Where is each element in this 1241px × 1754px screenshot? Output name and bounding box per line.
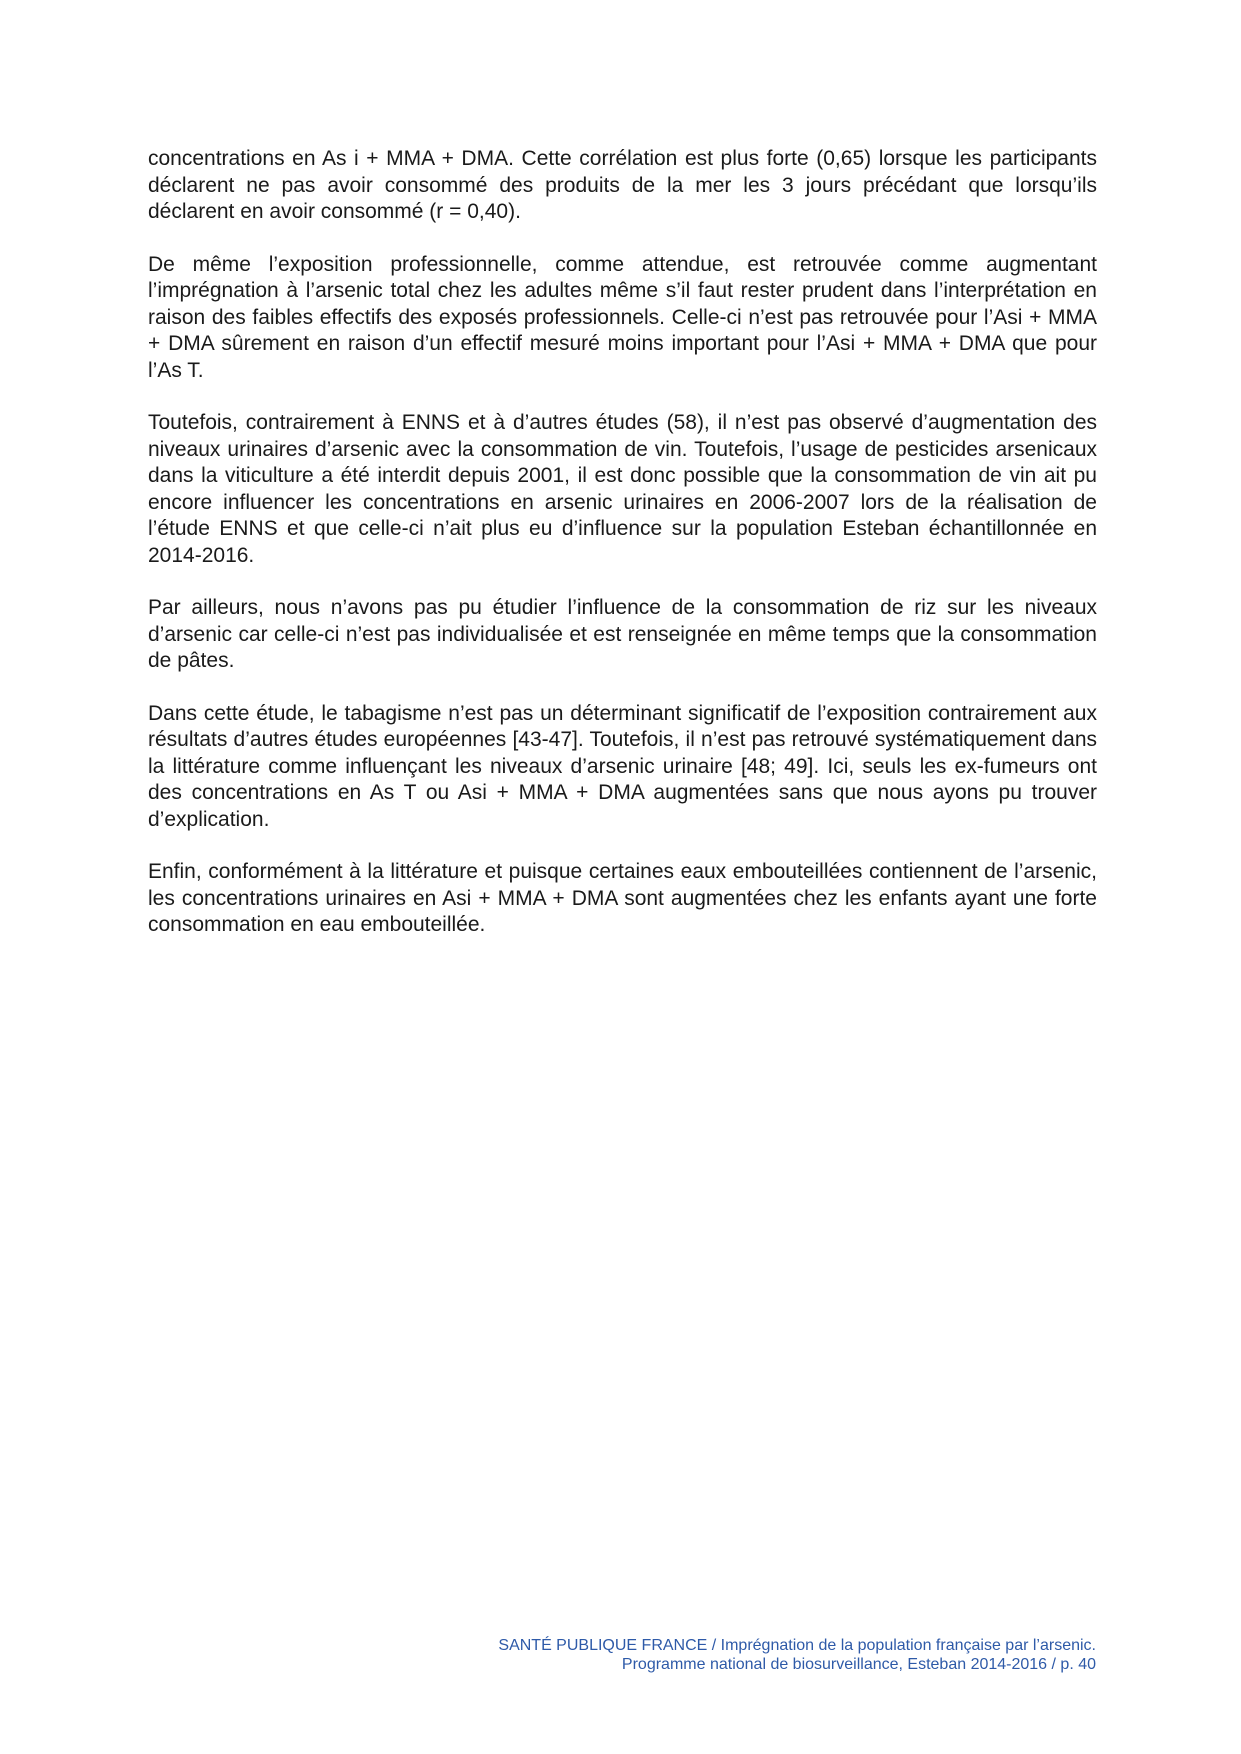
page-footer <box>296 1636 1096 1674</box>
paragraph-1: concentrations en As i + MMA + DMA. Cette corrélation est plus forte (0,65) lorsque les participants déclarent ne pas avoir consommé des produits de la mer les 3 jours précédant que lorsqu’ils déclarent en avoir consommé (r = 0,40). <box>148 147 1097 223</box>
footer-program-page-line: Programme national de biosurveillance, Esteban 2014-2016 / p. 40 <box>621 1656 1096 1673</box>
paragraph-2: De même l’exposition professionnelle, comme attendue, est retrouvée comme augmentant l’imprégnation à l’arsenic total chez les adultes même s’il faut rester prudent dans l’interprétation en raison des faibles effectifs des exposés professionnels. Celle-ci n’est pas retrouvée pour l’Asi + MMA + DMA sûrement en raison d’un effectif mesuré moins important pour l’Asi + MMA + DMA que pour l’As T. <box>148 252 1097 382</box>
paragraph-4: Par ailleurs, nous n’avons pas pu étudier l’influence de la consommation de riz sur les niveaux d’arsenic car celle-ci n’est pas individualisée et est renseignée en même temps que la consommation de pâtes. <box>148 596 1097 672</box>
footer-publication-line: SANTÉ PUBLIQUE FRANCE / Imprégnation de la population française par l’arsenic. <box>498 1637 1096 1654</box>
paragraph-6: Enfin, conformément à la littérature et puisque certaines eaux embouteillées contiennent de l’arsenic, les concentrations urinaires en Asi + MMA + DMA sont augmentées chez les enfants ayant une forte consommation en eau embouteillée. <box>148 860 1097 936</box>
paragraph-3: Toutefois, contrairement à ENNS et à d’autres études (58), il n’est pas observé d’augmentation des niveaux urinaires d’arsenic avec la consommation de vin. Toutefois, l’usage de pesticides arsenicaux dans la viticulture a été interdit depuis 2001, il est donc possible que la consommation de vin ait pu encore influencer les concentrations en arsenic urinaires en 2006-2007 lors de la réalisation de l’étude ENNS et que celle-ci n’ait plus eu d’influence sur la population Esteban échantillonnée en 2014-2016. <box>148 411 1097 567</box>
body-text <box>148 146 1097 965</box>
paragraph-5: Dans cette étude, le tabagisme n’est pas un déterminant significatif de l’exposition contrairement aux résultats d’autres études européennes [43-47]. Toutefois, il n’est pas retrouvé systématiquement dans la littérature comme influençant les niveaux d’arsenic urinaire [48; 49]. Ici, seuls les ex-fumeurs ont des concentrations en As T ou Asi + MMA + DMA augmentées sans que nous ayons pu trouver d’explication. <box>148 701 1097 831</box>
